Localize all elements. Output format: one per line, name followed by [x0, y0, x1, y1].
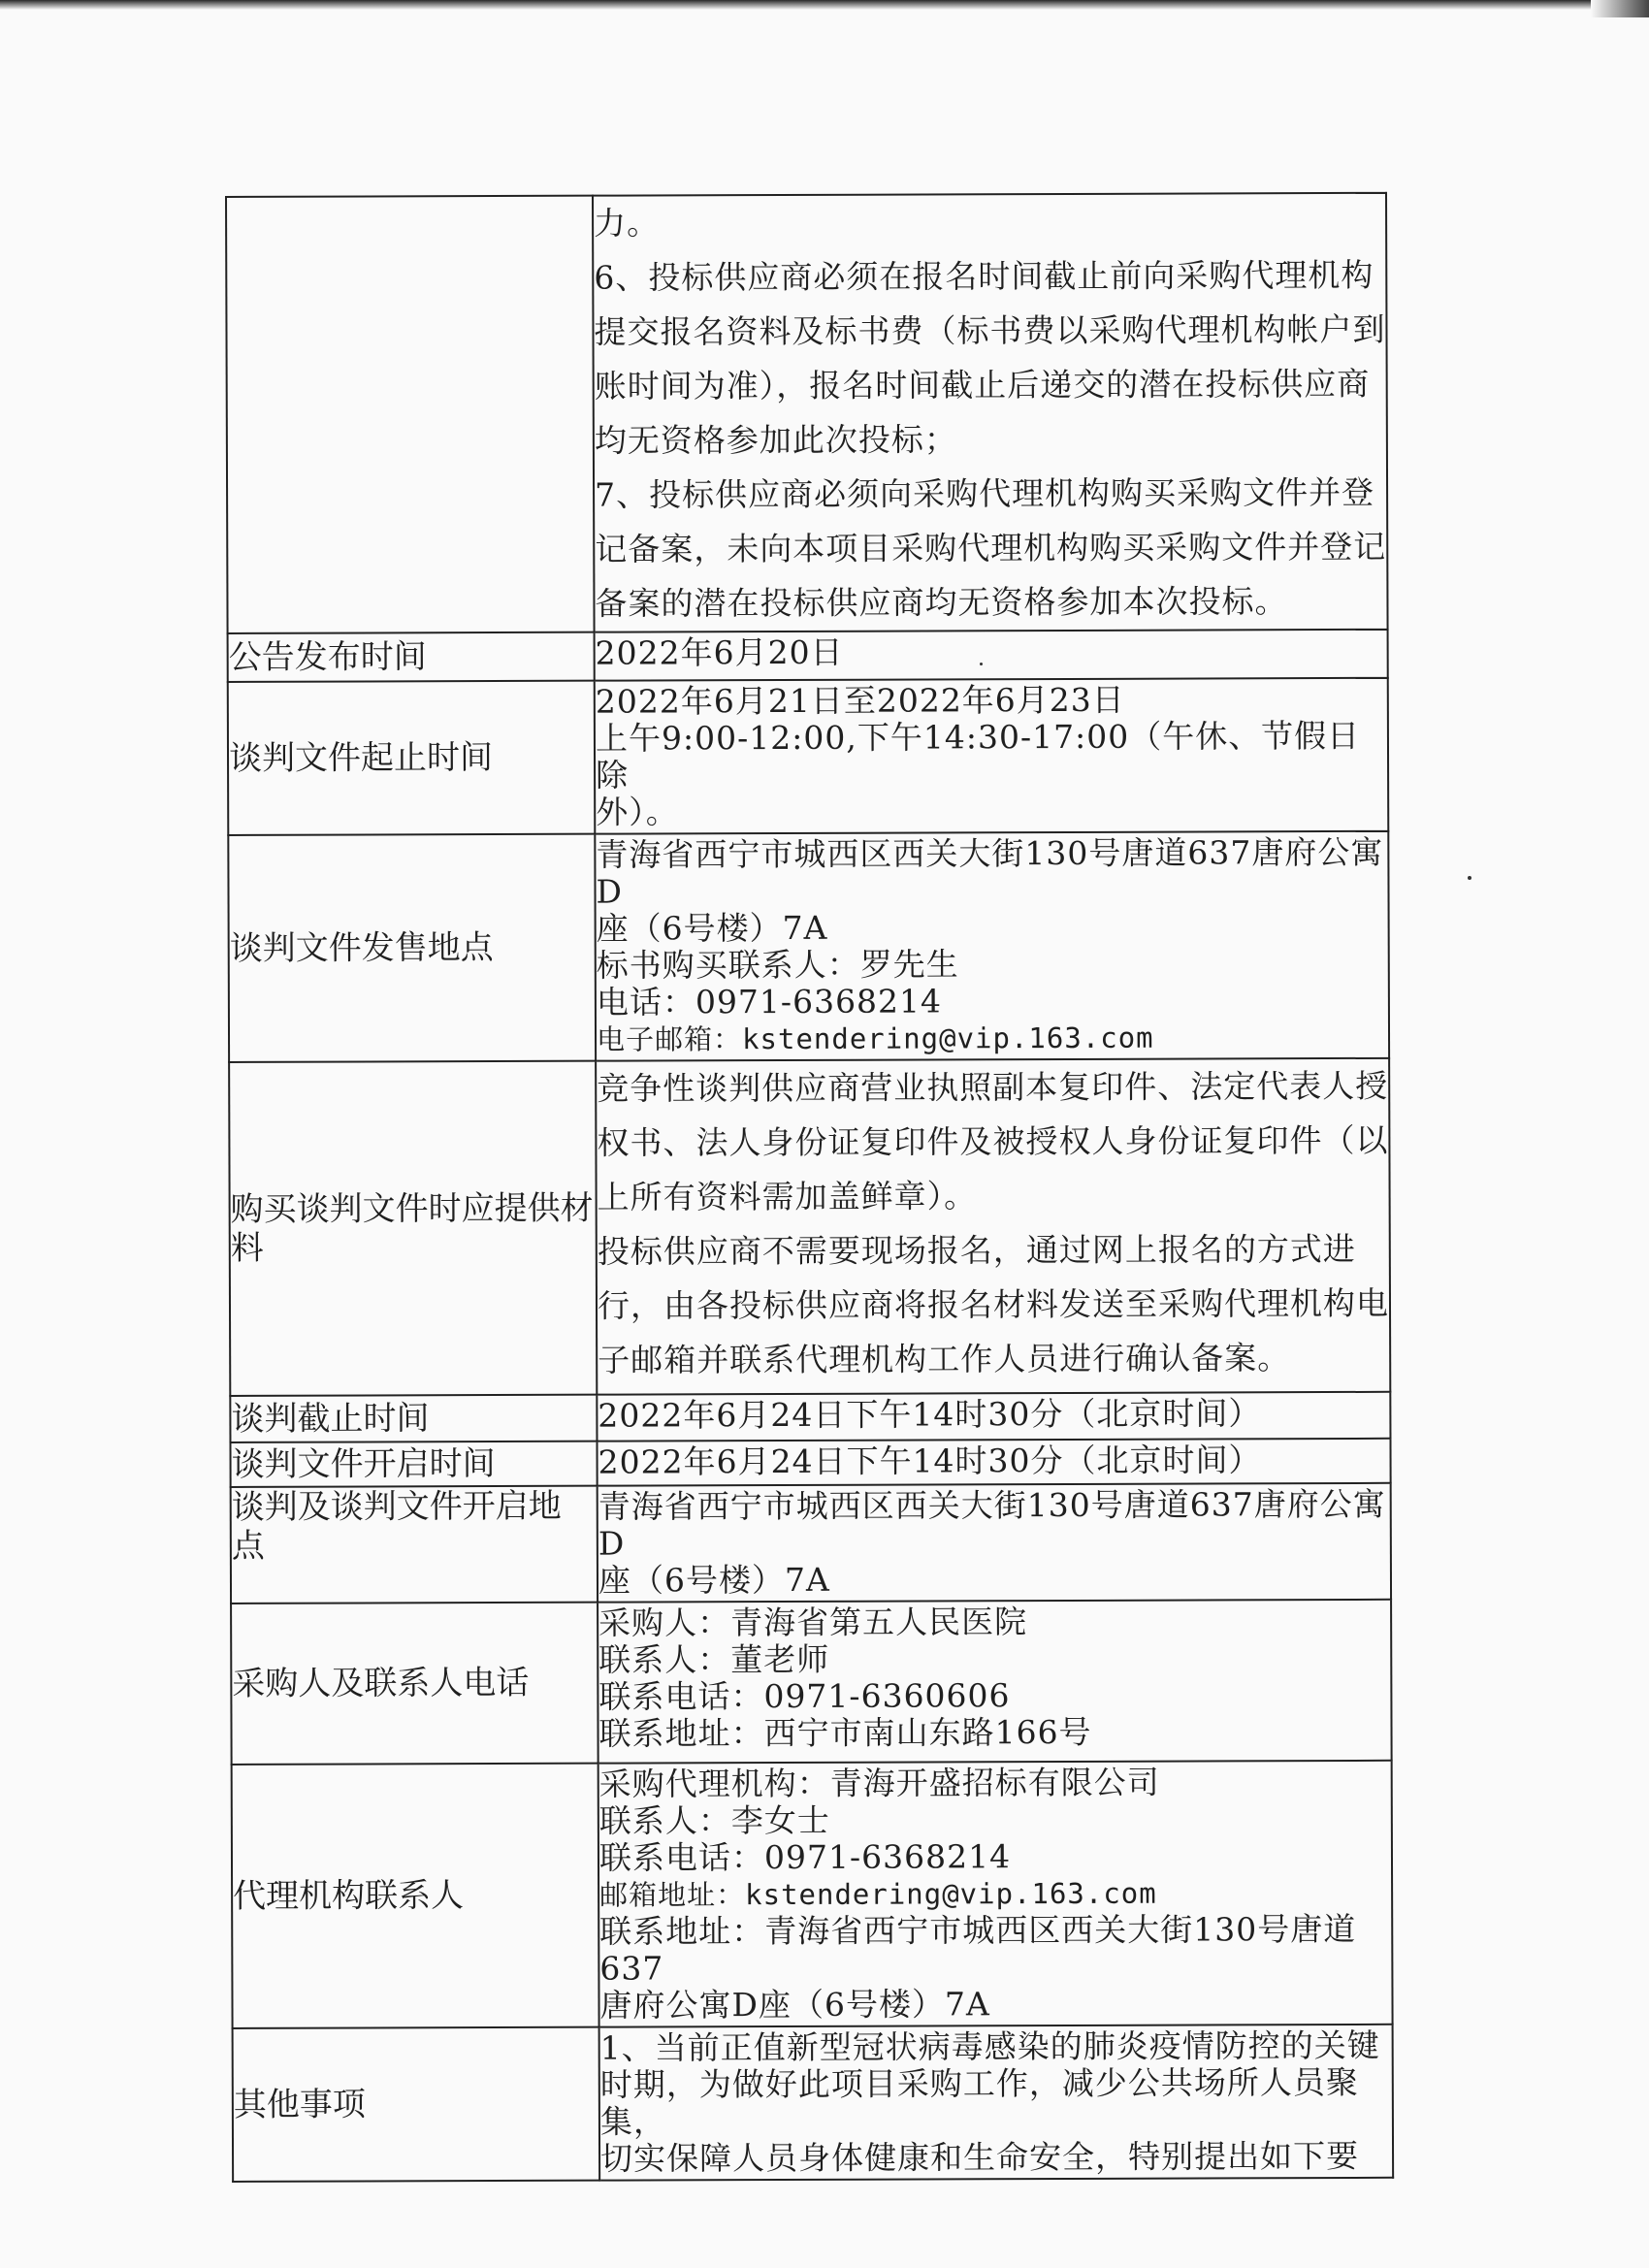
other-matters-line: 时期，为做好此项目采购工作，减少公共场所人员聚集，: [599, 2062, 1359, 2141]
table-row: [228, 831, 1389, 1062]
purchaser-line: 采购人：青海省第五人民医院: [598, 1603, 1028, 1642]
file-period-value: [595, 678, 1389, 834]
scan-top-edge: [0, 0, 1649, 10]
announce-date-label: 公告发布时间: [228, 632, 595, 682]
table-row: [231, 1483, 1391, 1604]
sale-place-line: 电话：0971-6368214: [596, 982, 943, 1021]
opening-place-label-line: 谈判及谈判文件开启地: [231, 1486, 562, 1527]
scan-speck: [1468, 876, 1471, 880]
table-row: [233, 2025, 1394, 2182]
sale-place-line: 座（6号楼）7A: [596, 908, 828, 948]
materials-label: 购买谈判文件时应提供材料: [229, 1061, 597, 1396]
sale-place-value: [595, 831, 1389, 1061]
opening-place-line: 青海省西宁市城西区西关大街130号唐道637唐府公寓D: [598, 1484, 1386, 1563]
procurement-info-table: [225, 192, 1394, 2183]
sale-place-line: 标书购买联系人：罗先生: [596, 945, 959, 985]
agency-line: 采购代理机构：青海开盛招标有限公司: [598, 1763, 1160, 1803]
materials-line: 竞争性谈判供应商营业执照副本复印件、法定代表人授: [597, 1066, 1389, 1108]
scan-corner-shadow: [1591, 0, 1649, 17]
agency-value: [598, 1761, 1393, 2027]
table-row: [230, 1439, 1390, 1487]
requirement-line: 提交报名资料及标书费（标书费以采购代理机构帐户到: [594, 309, 1386, 351]
agency-label: 代理机构联系人: [232, 1764, 599, 2028]
requirement-line: 7、投标供应商必须向采购代理机构购买采购文件并登: [595, 472, 1375, 514]
table-row: [226, 193, 1388, 633]
materials-line: 权书、法人身份证复印件及被授权人身份证复印件（以: [597, 1120, 1389, 1162]
agency-email: 邮箱地址：kstendering@vip.163.com: [599, 1876, 1157, 1912]
purchaser-line: 联系电话：0971-6360606: [598, 1676, 1011, 1716]
other-matters-line: 切实保障人员身体健康和生命安全，特别提出如下要: [599, 2136, 1360, 2178]
table-row: [230, 1392, 1390, 1442]
file-period-line: 上午9:00-12:00,下午14:30-17:00（午休、节假日除: [595, 716, 1361, 794]
row-label-empty: [226, 196, 595, 633]
table-row: [229, 1058, 1390, 1396]
table-row: [228, 678, 1389, 835]
file-period-label: 谈判文件起止时间: [228, 681, 596, 835]
opening-place-label: [231, 1486, 598, 1604]
agency-line: 联系电话：0971-6368214: [598, 1837, 1012, 1877]
opening-place-label-line: 点: [231, 1526, 265, 1566]
table-row: [231, 1600, 1392, 1765]
table-row: [232, 1761, 1393, 2028]
agency-line: 联系人：李女士: [598, 1800, 830, 1840]
materials-line: 上所有资料需加盖鲜章）。: [597, 1177, 978, 1216]
announce-date-value: 2022年6月20日: [595, 630, 1388, 681]
purchaser-line: 联系地址：西宁市南山东路166号: [598, 1712, 1092, 1753]
other-matters-line: 1、当前正值新型冠状病毒感染的肺炎疫情防控的关键: [599, 2025, 1380, 2067]
file-period-line: 2022年6月21日至2022年6月23日: [595, 680, 1125, 721]
other-matters-label: 其他事项: [233, 2027, 600, 2182]
opening-place-value: [598, 1483, 1391, 1603]
sale-place-label: 谈判文件发售地点: [228, 834, 596, 1062]
agency-line: 联系地址：青海省西宁市城西区西关大街130号唐道637: [599, 1909, 1357, 1988]
requirements-continued-cell: [593, 193, 1388, 632]
sale-place-email: 电子邮箱：kstendering@vip.163.com: [596, 1021, 1154, 1056]
requirement-line: 账时间为准），报名时间截止后递交的潜在投标供应商: [594, 364, 1371, 405]
materials-line: 投标供应商不需要现场报名，通过网上报名的方式进: [597, 1229, 1356, 1271]
table-row: [228, 630, 1388, 682]
requirement-line: 力。: [594, 204, 661, 243]
opening-place-line: 座（6号楼）7A: [598, 1560, 830, 1600]
agency-line: 唐府公寓D座（6号楼）7A: [599, 1985, 990, 2025]
sale-place-line: 青海省西宁市城西区西关大街130号唐道637唐府公寓D: [596, 832, 1384, 911]
purchaser-label: 采购人及联系人电话: [231, 1603, 598, 1765]
requirement-line: 均无资格参加此次投标；: [594, 420, 957, 460]
materials-line: 行，由各投标供应商将报名材料发送至采购代理机构电: [597, 1283, 1390, 1325]
requirement-line: 备案的潜在投标供应商均无资格参加本次投标。: [595, 582, 1288, 623]
purchaser-value: [598, 1600, 1392, 1764]
deadline-value: 2022年6月24日下午14时30分（北京时间）: [597, 1392, 1390, 1442]
requirement-line: 记备案，未向本项目采购代理机构购买采购文件并登记: [595, 527, 1387, 568]
deadline-label: 谈判截止时间: [230, 1395, 597, 1442]
materials-line: 子邮箱并联系代理机构工作人员进行确认备案。: [598, 1339, 1291, 1379]
opening-time-value: 2022年6月24日下午14时30分（北京时间）: [597, 1439, 1390, 1486]
scan-speck: [980, 663, 983, 665]
purchaser-line: 联系人：董老师: [598, 1639, 830, 1679]
file-period-line: 外）。: [596, 793, 679, 831]
materials-value: [596, 1058, 1390, 1395]
other-matters-value: [599, 2025, 1394, 2181]
opening-time-label: 谈判文件开启时间: [230, 1442, 597, 1487]
requirement-line: 6、投标供应商必须在报名时间截止前向采购代理机构: [594, 255, 1374, 297]
